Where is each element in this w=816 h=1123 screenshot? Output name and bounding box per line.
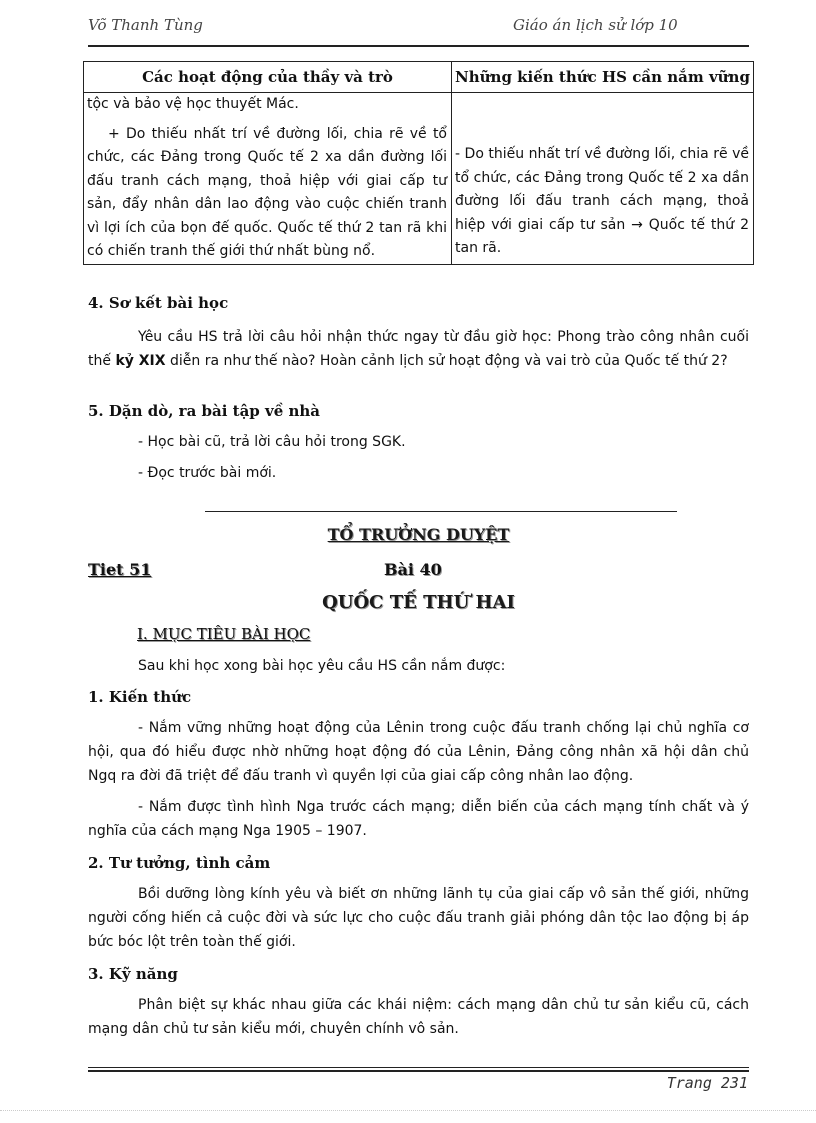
table-cell-knowledge: [452, 93, 754, 265]
section-homework: [88, 399, 749, 485]
section-review-heading: 4. Sơ kết bài học: [88, 294, 229, 312]
skills-text: Phân biệt sự khác nhau giữa các khái niệm: cách mạng dân chủ tư sản kiểu cũ, cách mạng dân chủ tư sản kiểu mới, chuyên chính vô sản.: [88, 997, 749, 1037]
footer-rule: [88, 1067, 749, 1068]
section-review: [88, 291, 749, 373]
table-header-activities: Các hoạt động của thầy và trò: [84, 62, 452, 93]
page-number: Trang 231: [666, 1074, 748, 1092]
knowledge-heading: 1. Kiến thức: [88, 688, 192, 706]
header-subject: Giáo án lịch sử lớp 10: [513, 16, 678, 34]
separator-line: [205, 511, 677, 512]
footer-rule: [88, 1070, 749, 1072]
section-homework-heading: 5. Dặn dò, ra bài tập về nhà: [88, 402, 321, 420]
objectives-body: [88, 654, 749, 1041]
homework-item: - Đọc trước bài mới.: [138, 465, 277, 481]
objectives-heading: I. MỤC TIÊU BÀI HỌC: [137, 625, 311, 643]
objectives-intro: Sau khi học xong bài học yêu cầu HS cần nắm được:: [138, 658, 506, 674]
header-author: Võ Thanh Tùng: [88, 16, 203, 34]
skills-heading: 3. Kỹ năng: [88, 965, 178, 983]
lesson-activity-table: [83, 61, 754, 265]
table-cell-activities: [84, 93, 452, 265]
header-rule: [88, 45, 749, 47]
knowledge-item: - Nắm vững những hoạt động của Lênin trong cuộc đấu tranh chống lại chủ nghĩa cơ hội, qua đó hiểu được nhờ những hoạt động đó của Lênin, Đảng công nhân xã hội dân chủ Ngq ra đời đã triệt để đấu tranh vì quyền lợi của giai cấp công nhân lao động.: [88, 720, 749, 784]
thought-heading: 2. Tư tưởng, tình cảm: [88, 854, 271, 872]
homework-item: - Học bài cũ, trả lời câu hỏi trong SGK.: [138, 434, 406, 450]
knowledge-summary-text: - Do thiếu nhất trí về đường lối, chia rẽ về tổ chức, các Đảng trong Quốc tế 2 xa dần đường lối đấu tranh cách mạng, thoả hiệp với giai cấp tư sản → Quốc tế thứ 2 tan rã.: [455, 146, 749, 256]
lesson-title: QUỐC TẾ THỨ HAI: [322, 592, 515, 613]
knowledge-item: - Nắm được tình hình Nga trước cách mạng; diễn biến của cách mạng tính chất và ý nghĩa của cách mạng Nga 1905 – 1907.: [88, 799, 749, 839]
bold-century: kỷ XIX: [115, 353, 166, 369]
lesson-period: Tiet 51: [88, 560, 152, 579]
lesson-number: Bài 40: [384, 560, 442, 579]
page-edge: [0, 1110, 816, 1111]
section-review-text: Yêu cầu HS trả lời câu hỏi nhận thức ngay từ đầu giờ học: Phong trào công nhân cuối thế kỷ XIX diễn ra như thế nào? Hoàn cảnh lịch sử hoạt động và vai trò của Quốc tế thứ 2?: [88, 329, 749, 369]
activity-text-2: + Do thiếu nhất trí về đường lối, chia rẽ về tổ chức, các Đảng trong Quốc tế 2 xa dần đường lối đấu tranh cách mạng, thoả hiệp với giai cấp tư sản, đẩy nhân dân lao động vào cuộc chiến tranh vì lợi ích của bọn đế quốc. Quốc tế thứ 2 tan rã khi có chiến tranh thế giới thứ nhất bùng nổ.: [87, 125, 447, 259]
activity-text-1: tộc và bảo vệ học thuyết Mác.: [87, 96, 299, 112]
approval-heading: TỔ TRƯỞNG DUYỆT: [327, 525, 510, 544]
table-header-knowledge: Những kiến thức HS cần nắm vững: [452, 62, 754, 93]
thought-text: Bồi dưỡng lòng kính yêu và biết ơn những lãnh tụ của giai cấp vô sản thế giới, những người cống hiến cả cuộc đời và sức lực cho cuộc đấu tranh giải phóng dân tộc lao động bị áp bức bóc lột trên toàn thế giới.: [88, 886, 749, 950]
